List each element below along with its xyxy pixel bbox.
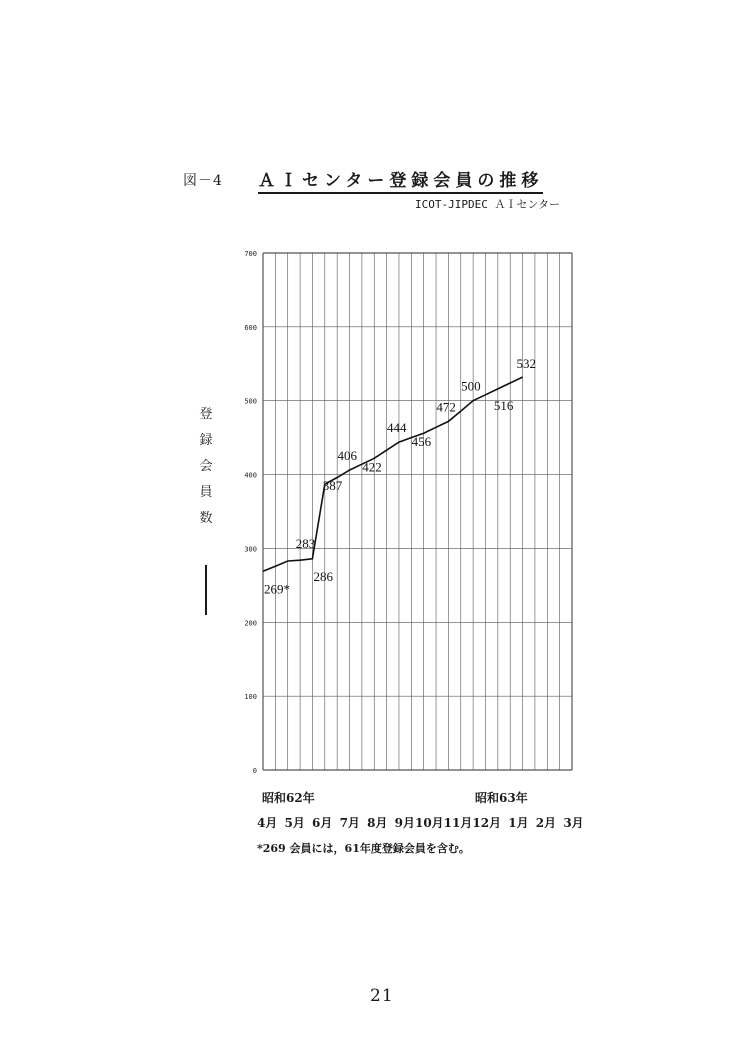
- y-tick-label: 500: [244, 397, 257, 406]
- y-tick-label: 700: [244, 250, 257, 258]
- y-axis-label-char: 数: [199, 511, 213, 526]
- page-number: 21: [370, 986, 394, 1006]
- source-credit: ICOT-JIPDEC ＡＩセンター: [414, 198, 560, 211]
- data-label: 387: [322, 478, 343, 494]
- era-start-label: 昭和62年: [262, 791, 315, 805]
- data-label: 456: [411, 434, 432, 450]
- y-axis-label-char: 会: [199, 459, 213, 474]
- data-label: 444: [386, 420, 407, 436]
- y-tick-label: 600: [244, 323, 257, 332]
- data-label: 532: [516, 356, 537, 372]
- data-label: 472: [436, 399, 456, 415]
- y-axis-label-char: 録: [199, 433, 213, 448]
- y-tick-label: 0: [252, 767, 257, 775]
- data-label: 422: [362, 459, 382, 475]
- data-label: 516: [493, 397, 514, 413]
- figure-label: 図－4: [183, 173, 223, 189]
- data-label: 283: [295, 535, 316, 551]
- month-axis-labels: 4月 5月 6月 7月 8月 9月10月11月12月 1月 2月 3月: [257, 816, 584, 830]
- y-tick-label: 200: [244, 619, 257, 628]
- footnote: *269 会員には，61年度登録会員を含む。: [257, 842, 470, 855]
- y-tick-label: 300: [244, 545, 257, 554]
- era-end-label: 昭和63年: [475, 791, 528, 805]
- data-label: 500: [461, 378, 481, 394]
- y-axis-label-char: 員: [199, 485, 213, 500]
- y-tick-label: 100: [244, 693, 257, 702]
- data-label: 406: [337, 448, 358, 464]
- y-tick-label: 400: [244, 471, 257, 480]
- y-axis-label: [196, 402, 216, 532]
- y-axis-label-char: 登: [199, 407, 213, 422]
- line-chart: [230, 245, 580, 780]
- data-label: 286: [313, 568, 333, 584]
- chart-title: ＡＩセンター登録会員の推移: [258, 166, 543, 194]
- y-axis-label-bar: [205, 565, 207, 615]
- data-label: 269*: [264, 581, 290, 597]
